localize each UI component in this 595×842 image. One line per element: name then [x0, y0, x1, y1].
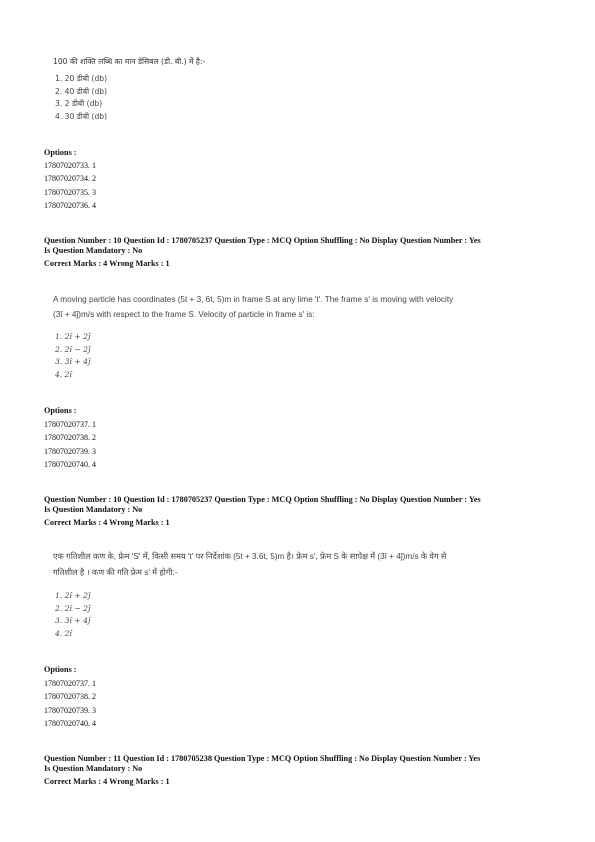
- option-id: 17807020733. 1: [44, 161, 96, 170]
- answer-choice: 4. 2î: [55, 628, 72, 638]
- answer-choices: [55, 331, 90, 381]
- question-text: 100 की शक्ति लब्धि का मान डेसिबल (डी. बी.) में है:-: [53, 57, 206, 66]
- options-heading: Options :: [44, 406, 77, 415]
- question-meta-line: Question Number : 11 Question Id : 1780705238 Question Type : MCQ Option Shuffling : No Display Question Number : Yes: [44, 754, 481, 763]
- answer-choices: [55, 73, 107, 123]
- question-text: (3î + 4ĵ)m/s with respect to the frame S. Velocity of particle in frame s' is:: [53, 310, 315, 319]
- option-id: 17807020739. 3: [44, 705, 96, 715]
- question-meta-line: Question Number : 10 Question Id : 1780705237 Question Type : MCQ Option Shuffling : No Display Question Number : Yes: [44, 495, 481, 504]
- options-heading: Options :: [44, 148, 77, 157]
- answer-choice: 2. 2î − 2ĵ: [55, 344, 91, 354]
- question-mandatory-line: Is Question Mandatory : No: [44, 505, 143, 514]
- options-heading: Options :: [44, 665, 77, 674]
- option-id: 17807020739. 3: [44, 446, 96, 456]
- answer-choice: 4. 30 डीबी (db): [55, 111, 108, 121]
- answer-choice: 4. 2î: [55, 369, 72, 379]
- answer-choice: 3. 2 डीबी (db): [55, 99, 103, 108]
- answer-choice: 2. 2î − 2ĵ: [55, 603, 91, 613]
- marks-line: Correct Marks : 4 Wrong Marks : 1: [44, 259, 170, 268]
- question-mandatory-line: Is Question Mandatory : No: [44, 246, 143, 255]
- question-text: एक गतिशील कण के, फ्रेम 'S' में, किसी समय 't' पर निर्देशांक (5t + 3.6t, 5)m है। फ्रेम s', फ्रेम S के सापेक्ष में (3î + 4ĵ)m/s के वेग से: [53, 552, 447, 561]
- question-meta-line: Question Number : 10 Question Id : 1780705237 Question Type : MCQ Option Shuffling : No Display Question Number : Yes: [44, 236, 481, 245]
- answer-choice: 1. 20 डीबी (db): [55, 74, 108, 83]
- question-mandatory-line: Is Question Mandatory : No: [44, 764, 143, 773]
- option-id: 17807020738. 2: [44, 433, 96, 443]
- option-id: 17807020740. 4: [44, 460, 96, 470]
- answer-choice: 2. 40 डीबी (db): [55, 86, 108, 96]
- answer-choice: 1. 2î + 2ĵ: [55, 591, 91, 600]
- answer-choice: 3. 3î + 4ĵ: [55, 616, 91, 625]
- marks-line: Correct Marks : 4 Wrong Marks : 1: [44, 777, 170, 786]
- answer-choices: [55, 590, 90, 640]
- question-text: गतिशील है । कण की गति फ्रेम s' में होगी:-: [53, 568, 178, 577]
- option-id: 17807020740. 4: [44, 719, 96, 729]
- option-id: 17807020734. 2: [44, 174, 96, 184]
- option-id: 17807020737. 1: [44, 420, 96, 429]
- option-id: 17807020735. 3: [44, 187, 96, 197]
- option-id: 17807020738. 2: [44, 692, 96, 702]
- answer-choice: 1. 2î + 2ĵ: [55, 332, 91, 341]
- marks-line: Correct Marks : 4 Wrong Marks : 1: [44, 518, 170, 527]
- question-text: A moving particle has coordinates (5t + 3, 6t, 5)m in frame S at any lime 't'. The frame s' is moving with velocity: [53, 295, 454, 304]
- option-id-list: [44, 677, 96, 731]
- option-id-list: [44, 418, 96, 472]
- answer-choice: 3. 3î + 4ĵ: [55, 357, 91, 366]
- option-id: 17807020736. 4: [44, 201, 96, 211]
- option-id: 17807020737. 1: [44, 679, 96, 688]
- option-id-list: [44, 159, 96, 213]
